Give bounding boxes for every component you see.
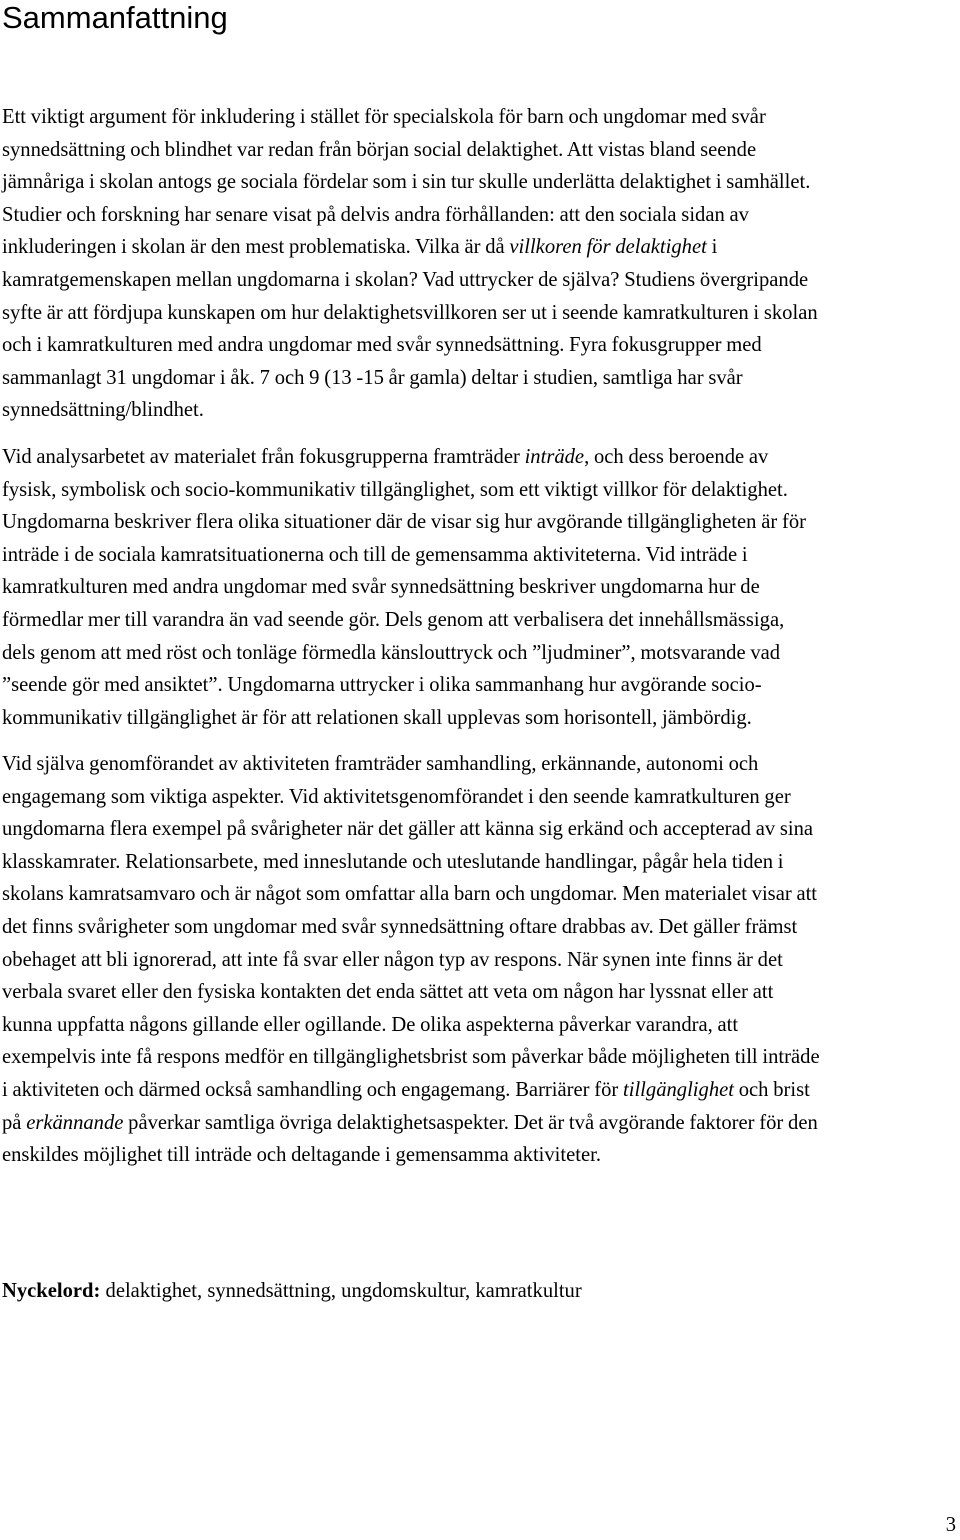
text-line: klasskamrater. Relationsarbete, med inneslutande och uteslutande handlingar, pågår hela tiden i: [2, 850, 784, 873]
text-run: och brist: [734, 1078, 810, 1101]
text-line: kamratkulturen med andra ungdomar med svår synnedsättning beskriver ungdomarna hur de: [2, 576, 760, 599]
text-line: kunna uppfatta någons gillande eller ogillande. De olika aspekterna påverkar varandra, att: [2, 1013, 739, 1036]
abstract-paragraph-2: [2, 441, 956, 734]
text-line: syfte är att fördjupa kunskapen om hur delaktighetsvillkoren ser ut i seende kamratkulturen i skolan: [2, 301, 818, 324]
emphasis-villkoren: villkoren för delaktighet: [509, 236, 707, 259]
text-run: påverkar samtliga övriga delaktighetsaspekter. Det är två avgörande faktorer för den: [123, 1111, 818, 1134]
text-run: i: [706, 236, 718, 259]
text-line: Vid själva genomförandet av aktiviteten framträder samhandling, erkännande, autonomi och: [2, 753, 759, 775]
text-line: [2, 1107, 956, 1140]
text-run: i aktiviteten och därmed också samhandling och engagemang. Barriärer för: [2, 1078, 624, 1101]
text-run: , och dess beroende av: [584, 446, 769, 468]
text-line: Studier och forskning har senare visat på delvis andra förhållanden: att den sociala sidan av: [2, 203, 749, 226]
text-line: kommunikativ tillgänglighet är för att relationen skall upplevas som horisontell, jämbördig.: [2, 706, 752, 729]
text-line: sammanlagt 31 ungdomar i åk. 7 och 9 (13 -15 år gamla) deltar i studien, samtliga har svår: [2, 366, 743, 389]
text-line: skolans kamratsamvaro och är något som omfattar alla barn och ungdomar. Men materialet visar att: [2, 883, 818, 906]
text-line: [2, 1074, 956, 1107]
text-line: jämnåriga i skolan antogs ge sociala fördelar som i sin tur skulle underlätta delaktighet i samhället.: [2, 171, 811, 194]
text-line: synnedsättning/blindhet.: [2, 399, 204, 422]
keywords: [2, 1275, 582, 1308]
text-line: Ett viktigt argument för inkludering i stället för specialskola för barn och ungdomar med svår: [2, 106, 766, 128]
text-line: ungdomarna flera exempel på svårigheter när det gäller att känna sig erkänd och accepterad av sina: [2, 818, 814, 841]
text-line: det finns svårigheter som ungdomar med svår synnedsättning oftare drabbas av. Det gäller främst: [2, 915, 798, 938]
text-line: inträde i de sociala kamratsituationerna och till de gemensamma aktiviteterna. Vid inträde i: [2, 543, 748, 566]
emphasis-tillganglighet: tillgänglighet: [623, 1078, 734, 1101]
text-line: enskildes möjlighet till inträde och deltagande i gemensamma aktiviteter.: [2, 1144, 601, 1167]
text-run: på: [2, 1111, 27, 1134]
text-line: fysisk, symbolisk och socio-kommunikativ tillgänglighet, som ett viktigt villkor för delaktighet.: [2, 478, 788, 501]
text-line: dels genom att med röst och tonläge förmedla känslouttryck och ”ljudminer”, motsvarande vad: [2, 641, 781, 664]
text-line: exempelvis inte få respons medför en tillgänglighetsbrist som påverkar både möjligheten till inträde: [2, 1046, 820, 1069]
text-line: [2, 441, 956, 474]
emphasis-erkannande: erkännande: [26, 1111, 124, 1134]
text-line: Ungdomarna beskriver flera olika situationer där de visar sig hur avgörande tillgängligheten är för: [2, 511, 806, 534]
text-line: och i kamratkulturen med andra ungdomar med svår synnedsättning. Fyra fokusgrupper med: [2, 334, 762, 357]
abstract-paragraph-3: [2, 748, 956, 1172]
text-line: [2, 231, 956, 264]
page-title: Sammanfattning: [2, 0, 228, 35]
keywords-text: delaktighet, synnedsättning, ungdomskultur, kamratkultur: [100, 1280, 582, 1302]
text-run: inkluderingen i skolan är den mest problematiska. Vilka är då: [2, 236, 510, 259]
text-line: kamratgemenskapen mellan ungdomarna i skolan? Vad uttrycker de själva? Studiens övergripande: [2, 268, 809, 291]
text-run: Vid analysarbetet av materialet från fokusgrupperna framträder: [2, 446, 525, 468]
text-line: engagemang som viktiga aspekter. Vid aktivitetsgenomförandet i den seende kamratkulturen ger: [2, 785, 791, 808]
text-line: synnedsättning och blindhet var redan från början social delaktighet. Att vistas bland seende: [2, 138, 757, 161]
keywords-label: Nyckelord:: [2, 1280, 101, 1302]
emphasis-intrade: inträde: [524, 446, 585, 468]
text-line: verbala svaret eller den fysiska kontakten det enda sättet att veta om någon har lyssnat eller att: [2, 981, 774, 1004]
text-line: ”seende gör med ansiktet”. Ungdomarna uttrycker i olika sammanhang hur avgörande socio-: [2, 674, 762, 697]
text-line: obehaget att bli ignorerad, att inte få svar eller någon typ av respons. När synen inte finns är det: [2, 948, 783, 971]
abstract-paragraph-1: [2, 101, 956, 427]
page-number: 3: [945, 1514, 956, 1536]
text-line: förmedlar mer till varandra än vad seende gör. Dels genom att verbalisera det innehållsmässiga,: [2, 608, 785, 631]
